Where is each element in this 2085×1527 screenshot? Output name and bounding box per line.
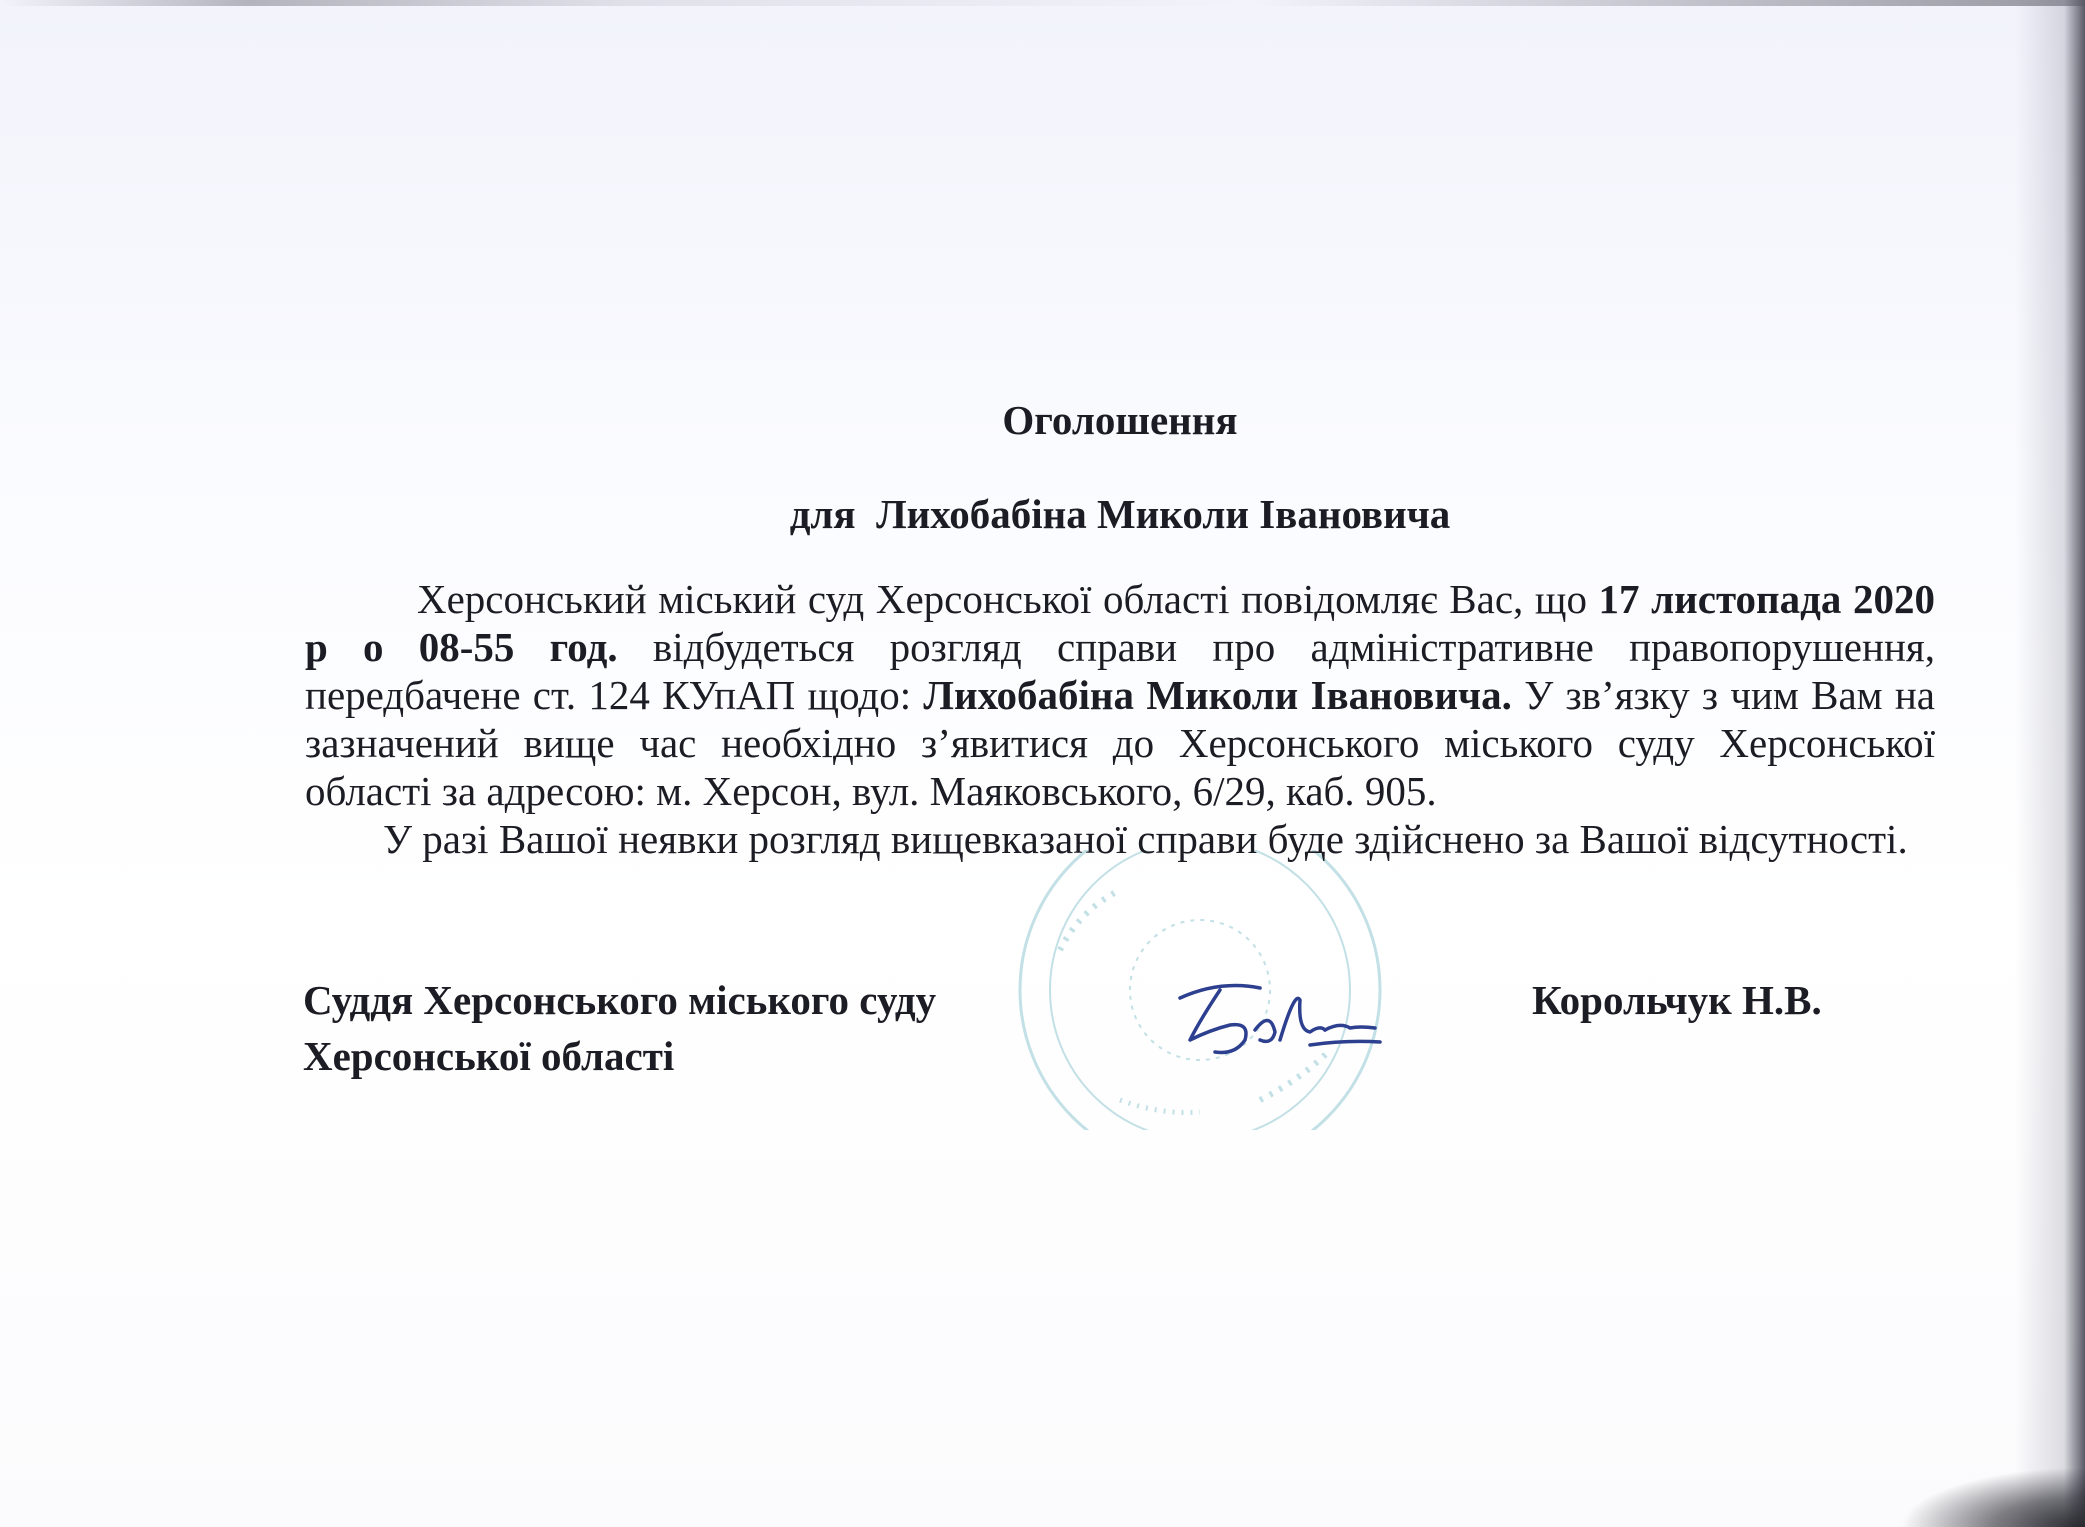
addressee-line: для Лихобабіна Миколи Івановича: [789, 491, 1451, 537]
notice-paragraph-2: У разі Вашої неявки розгляд вищевказаної справи буде здійснено за Вашої відсутності.: [383, 816, 1908, 862]
handwritten-signature: [1160, 970, 1390, 1070]
notice-paragraph-1: [305, 575, 1935, 815]
judge-position-line-1: Суддя Херсонського міського суду: [303, 977, 937, 1023]
notice-body: [305, 575, 1935, 863]
judge-position: [303, 972, 936, 1084]
paper-top-edge: [0, 0, 2085, 6]
page-title: Оголошення: [1002, 397, 1238, 443]
paper-right-shadow: [2015, 0, 2085, 1527]
paragraph-1-mid: відбудеться розгляд справи про адміністративне правопорушення, передбачене ст. 124 КУпАП щодо:: [305, 624, 1935, 718]
paragraph-1-rest: У зв’язку з чим Вам на зазначений вище час необхідно з’явитися до Херсонського міського суду Херсонської області за адресою: м. Херсон, вул. Маяковського, 6/29, каб. 905.: [305, 672, 1935, 814]
hearing-datetime: 17 листопада 2020 р о 08-55 год.: [305, 576, 1935, 670]
paper-corner-shadow: [1900, 1467, 2085, 1527]
paragraph-1-intro: Херсонський міський суд Херсонської області повідомляє Вас, що: [417, 576, 1599, 622]
judge-position-line-2: Херсонської області: [303, 1033, 675, 1079]
defendant-name: Лихобабіна Миколи Івановича.: [923, 672, 1512, 718]
judge-name: Корольчук Н.В.: [1532, 977, 1822, 1023]
